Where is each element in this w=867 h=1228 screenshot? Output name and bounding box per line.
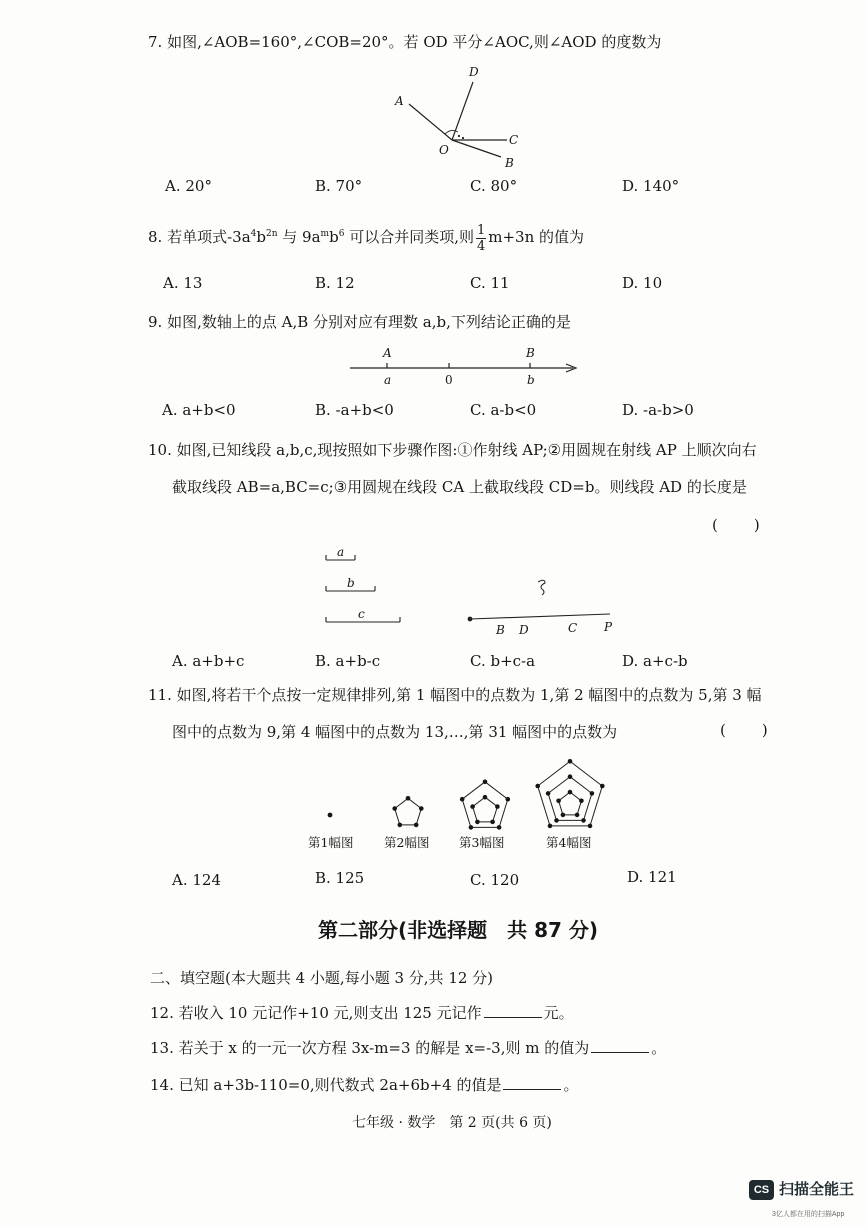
value-b-label: b (527, 373, 535, 387)
stem-text: 可以合并同类项,则 (344, 228, 474, 246)
fraction-numerator: 1 (476, 222, 486, 238)
question-13 (150, 1038, 666, 1058)
pattern-dot (483, 780, 488, 785)
question-12 (150, 1003, 574, 1023)
pattern-dot (497, 825, 502, 830)
question-7-option-b[interactable]: B. 70° (315, 177, 363, 195)
pattern-dot (579, 799, 584, 804)
origin-label: 0 (445, 373, 453, 387)
pattern-dot (554, 818, 559, 823)
question-12-suffix: 元。 (543, 1004, 574, 1022)
scanner-logo: CS (749, 1180, 774, 1200)
segment-c-label: c (358, 607, 365, 621)
figure-caption-3: 第3幅图 (459, 835, 505, 850)
angle-dot (458, 135, 460, 137)
scanner-tagline: 3亿人都在用的扫描App (772, 1211, 845, 1218)
pattern-dot (495, 804, 500, 809)
pattern-dot (535, 784, 540, 789)
answer-bracket: ( ) (712, 516, 762, 534)
angle-dot (462, 137, 464, 139)
question-11-option-b[interactable]: B. 125 (315, 869, 365, 887)
figure-caption-1: 第1幅图 (308, 835, 354, 850)
pattern-dot (568, 790, 573, 795)
ray-label-d: D (519, 623, 529, 637)
answer-blank[interactable] (503, 1075, 561, 1090)
pattern-dot (556, 799, 561, 804)
stem-text: m+3n 的值为 (488, 228, 585, 246)
pattern-dot (328, 813, 333, 818)
pattern-dot (419, 806, 424, 811)
exponent: 4 (250, 229, 257, 239)
number-line-figure (345, 340, 585, 390)
pattern-dot (561, 813, 566, 818)
ray-oa (409, 104, 452, 140)
pattern-dot (406, 796, 411, 801)
angle-figure (385, 62, 525, 172)
question-10-option-d[interactable]: D. a+c-b (622, 652, 688, 670)
pattern-dot (469, 825, 474, 830)
pattern-dot (581, 818, 586, 823)
pattern-dot (600, 784, 605, 789)
stem-text: 与 9a (277, 228, 321, 246)
label-d: D (469, 65, 479, 79)
ray-od (452, 82, 473, 140)
pattern-dot (575, 813, 580, 818)
question-14 (150, 1075, 579, 1095)
question-7-option-d[interactable]: D. 140° (622, 177, 680, 195)
question-9-option-d[interactable]: D. -a-b>0 (622, 401, 694, 419)
label-o: O (439, 143, 449, 157)
fraction (476, 224, 486, 253)
question-7-option-c[interactable]: C. 80° (470, 177, 518, 195)
question-11-option-a[interactable]: A. 124 (172, 871, 221, 889)
question-14-suffix: 。 (563, 1076, 579, 1094)
scanner-brand: 扫描全能王 (779, 1181, 855, 1198)
ray-label-c: C (568, 621, 578, 635)
label-a: A (395, 94, 404, 108)
pattern-dot (392, 806, 397, 811)
point-b-label: B (526, 346, 535, 360)
question-9-option-c[interactable]: C. a-b<0 (470, 401, 537, 419)
fraction-denominator: 4 (476, 238, 486, 254)
question-9-stem: 9. 如图,数轴上的点 A,B 分别对应有理数 a,b,下列结论正确的是 (148, 313, 571, 331)
page-footer: 七年级 · 数学 第 2 页(共 6 页) (352, 1115, 552, 1131)
question-13-text: 13. 若关于 x 的一元一次方程 3x-m=3 的解是 x=-3,则 m 的值为 (150, 1039, 590, 1057)
point-a-label: A (383, 346, 392, 360)
pattern-dot (398, 823, 403, 828)
fill-in-heading: 二、填空题(本大题共 4 小题,每小题 3 分,共 12 分) (150, 969, 494, 987)
question-7-stem: 7. 如图,∠AOB=160°,∠COB=20°。若 OD 平分∠AOC,则∠AOD 的度数为 (148, 33, 662, 51)
angle-arc-mark (445, 130, 458, 134)
pattern-dot (490, 820, 495, 825)
question-11-option-d[interactable]: D. 121 (627, 868, 677, 886)
pentagon-outline (559, 792, 582, 815)
pattern-dot (588, 824, 593, 829)
question-10-option-a[interactable]: A. a+b+c (172, 652, 245, 670)
value-a-label: a (384, 373, 392, 387)
question-8-option-a[interactable]: A. 13 (163, 274, 203, 292)
figure-caption-4: 第4幅图 (546, 835, 592, 850)
question-8-stem (148, 222, 584, 253)
stem-text: b (256, 228, 266, 246)
question-11-stem-line2: 图中的点数为 9,第 4 幅图中的点数为 13,…,第 31 幅图中的点数为 (172, 723, 618, 741)
ray-ap (470, 614, 610, 619)
question-12-text: 12. 若收入 10 元记作+10 元,则支出 125 元记作 (150, 1004, 482, 1022)
ray-label-p: P (604, 620, 613, 634)
stem-text: 8. 若单项式-3a (148, 228, 251, 246)
exponent: 2n (265, 229, 278, 239)
ray-start-point (468, 617, 473, 622)
figure-caption-2: 第2幅图 (384, 835, 430, 850)
question-9-option-b[interactable]: B. -a+b<0 (315, 401, 394, 419)
compass-arc-mark (538, 580, 545, 595)
pattern-dot (568, 774, 573, 779)
question-11-option-c[interactable]: C. 120 (470, 871, 520, 889)
answer-bracket: ( ) (720, 721, 770, 739)
label-b: B (505, 156, 514, 170)
pattern-dot (475, 820, 480, 825)
question-10-option-b[interactable]: B. a+b-c (315, 652, 381, 670)
exponent: m (320, 229, 330, 239)
pattern-dot (414, 823, 419, 828)
pattern-dot (568, 759, 573, 764)
pentagon-outline (548, 777, 592, 821)
question-13-suffix: 。 (651, 1039, 667, 1057)
pattern-dot (483, 795, 488, 800)
answer-blank[interactable] (484, 1003, 542, 1018)
ray-ob (452, 140, 501, 157)
stem-text: b (329, 228, 339, 246)
question-10-stem-line2: 截取线段 AB=a,BC=c;③用圆规在线段 CA 上截取线段 CD=b。则线段 AD 的长度是 (172, 478, 747, 496)
section-title: 第二部分(非选择题 共 87 分) (318, 918, 599, 942)
segment-a-label: a (337, 545, 345, 559)
segment-construction-figure (320, 545, 625, 640)
pattern-dot (506, 797, 511, 802)
pattern-dot (590, 791, 595, 796)
segment-b-label: b (347, 576, 355, 590)
dot-pattern-figure (310, 755, 620, 835)
question-7-option-a[interactable]: A. 20° (165, 177, 212, 195)
label-c: C (509, 133, 519, 147)
pentagon-outline (473, 797, 498, 822)
ray-label-b: B (496, 623, 505, 637)
answer-blank[interactable] (591, 1038, 649, 1053)
question-14-text: 14. 已知 a+3b-110=0,则代数式 2a+6b+4 的值是 (150, 1076, 502, 1094)
pattern-dot (460, 797, 465, 802)
pentagon-outline (395, 798, 422, 825)
pattern-dot (548, 824, 553, 829)
question-8-option-d[interactable]: D. 10 (622, 274, 663, 292)
pattern-dot (546, 791, 551, 796)
pentagon-outline (462, 782, 508, 828)
question-10-option-c[interactable]: C. b+c-a (470, 652, 536, 670)
question-10-stem-line1: 10. 如图,已知线段 a,b,c,现按照如下步骤作图:①作射线 AP;②用圆规在射线 AP 上顺次向右 (148, 441, 757, 459)
pattern-dot (470, 804, 475, 809)
question-8-option-b[interactable]: B. 12 (315, 274, 355, 292)
question-9-option-a[interactable]: A. a+b<0 (162, 401, 236, 419)
question-8-option-c[interactable]: C. 11 (470, 274, 510, 292)
question-11-stem-line1: 11. 如图,将若干个点按一定规律排列,第 1 幅图中的点数为 1,第 2 幅图中的点数为 5,第 3 幅 (148, 686, 762, 704)
exponent: 6 (338, 229, 345, 239)
